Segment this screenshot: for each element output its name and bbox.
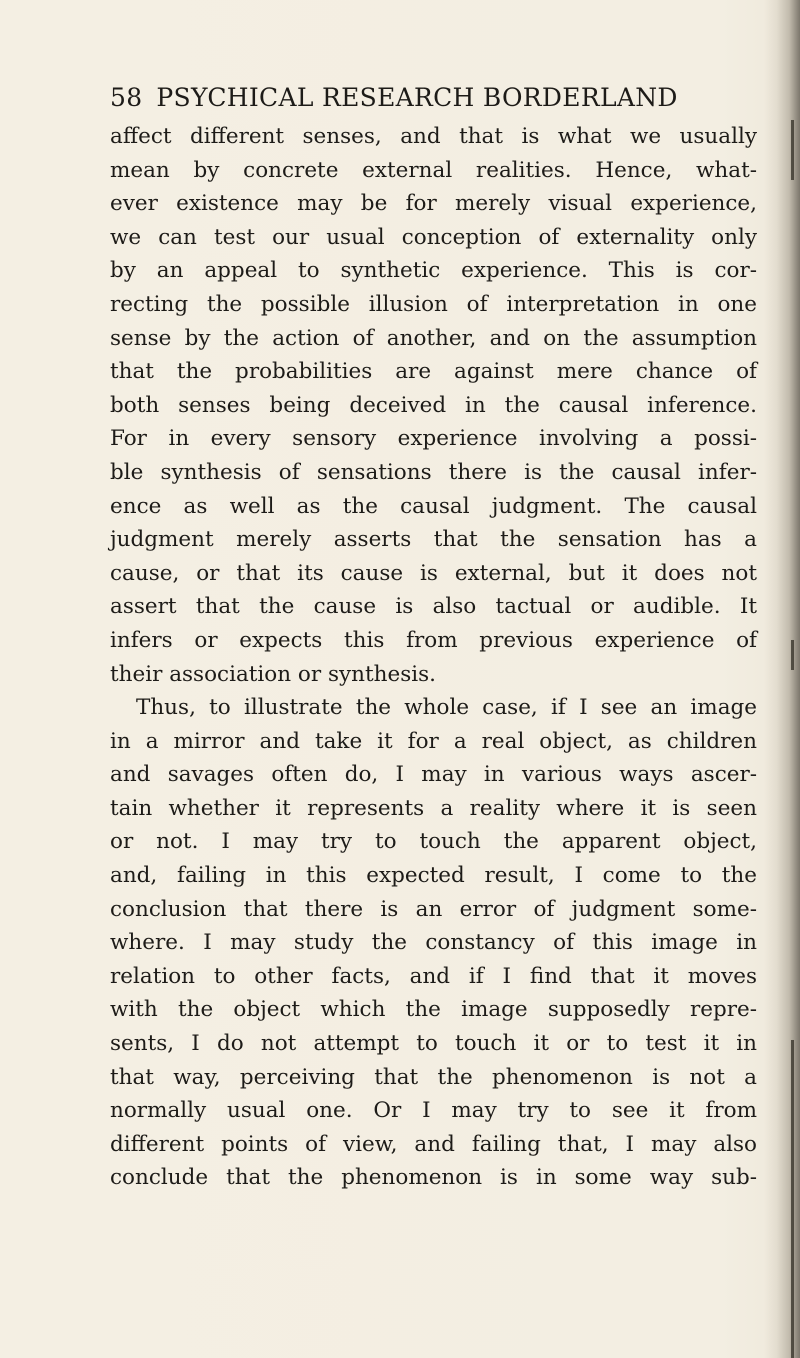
running-header — [110, 83, 760, 112]
text-line: different points of view, and failing that, I may also — [110, 1131, 757, 1157]
text-line: cause, or that its cause is external, but it does not — [110, 560, 757, 586]
text-line: we can test our usual conception of externality only — [110, 224, 757, 250]
text-line: normally usual one. Or I may try to see it from — [110, 1098, 757, 1124]
text-line: by an appeal to synthetic experience. This is cor- — [110, 258, 757, 284]
text-line: sense by the action of another, and on the assumption — [110, 325, 757, 351]
text-line: judgment merely asserts that the sensation has a — [110, 527, 757, 553]
text-line: mean by concrete external realities. Hence, what- — [110, 157, 757, 183]
page-number: 58 — [110, 83, 143, 112]
text-line: with the object which the image supposedly repre- — [110, 997, 757, 1023]
text-line: and, failing in this expected result, I come to the — [110, 863, 757, 889]
page-binding-edge — [764, 0, 800, 1358]
text-line: conclusion that there is an error of judgment some- — [110, 896, 757, 922]
running-title: PSYCHICAL RESEARCH BORDERLAND — [156, 83, 678, 112]
text-line: conclude that the phenomenon is in some way sub- — [110, 1165, 757, 1191]
paragraph-start-line: Thus, to illustrate the whole case, if I see an image — [136, 695, 757, 721]
text-line: or not. I may try to touch the apparent object, — [110, 829, 757, 855]
text-line: that the probabilities are against mere chance of — [110, 359, 757, 385]
text-line: recting the possible illusion of interpretation in one — [110, 291, 757, 317]
edge-shadow-mark — [791, 640, 794, 670]
text-line: For in every sensory experience involving a possi- — [110, 426, 757, 452]
text-line: ence as well as the causal judgment. The causal — [110, 493, 757, 519]
text-line: sents, I do not attempt to touch it or to test it in — [110, 1031, 757, 1057]
body-text — [110, 120, 757, 1195]
text-line: ever existence may be for merely visual experience, — [110, 191, 757, 217]
text-line: affect different senses, and that is what we usually — [110, 124, 757, 149]
text-line: assert that the cause is also tactual or audible. It — [110, 594, 757, 620]
text-line: in a mirror and take it for a real object, as children — [110, 728, 757, 754]
text-line: both senses being deceived in the causal inference. — [110, 392, 757, 418]
text-line: where. I may study the constancy of this image in — [110, 930, 757, 956]
text-line: relation to other facts, and if I find that it moves — [110, 963, 757, 989]
text-line: ble synthesis of sensations there is the causal infer- — [110, 459, 757, 485]
paragraph-end-line: their association or synthesis. — [110, 661, 436, 687]
text-line: and savages often do, I may in various ways ascer- — [110, 762, 757, 788]
edge-shadow-mark — [791, 120, 794, 180]
text-line: infers or expects this from previous experience of — [110, 627, 757, 653]
edge-shadow-mark — [791, 1040, 794, 1358]
text-line: tain whether it represents a reality where it is seen — [110, 795, 757, 821]
text-line: that way, perceiving that the phenomenon is not a — [110, 1064, 757, 1090]
